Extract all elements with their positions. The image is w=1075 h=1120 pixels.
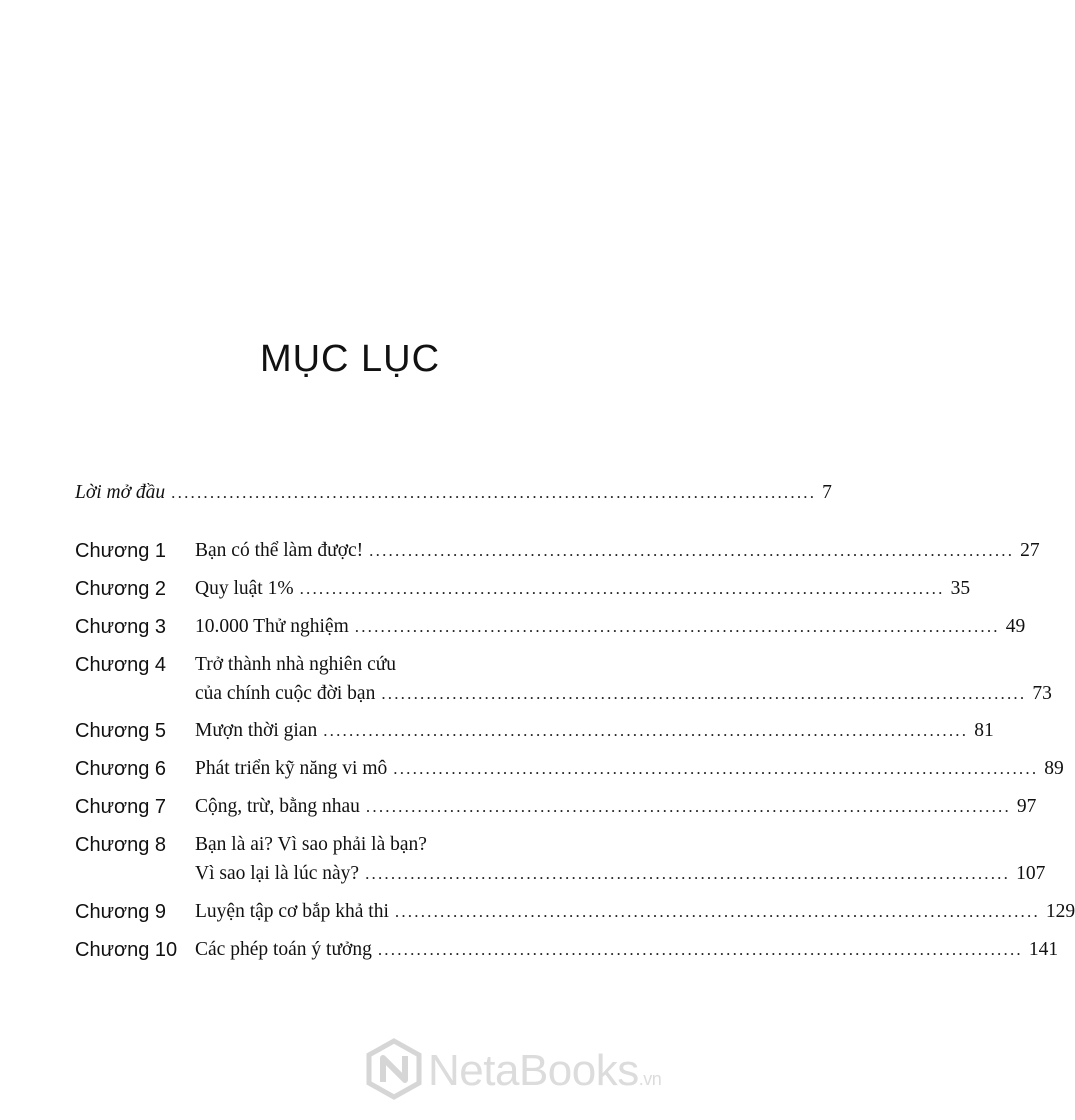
chapter-label: Chương 5 — [75, 720, 166, 742]
chapter-title-line: Phát triển kỹ năng vi mô — [195, 758, 388, 779]
chapter-title-line: của chính cuộc đời bạn — [195, 683, 376, 704]
dot-leader: .................................................................................................... — [365, 797, 1011, 816]
chapter-title-line: 10.000 Thử nghiệm — [195, 616, 349, 637]
dot-leader: .................................................................................................... — [393, 759, 1039, 778]
watermark-text — [428, 1046, 661, 1096]
watermark-suffix: .vn — [638, 1069, 662, 1089]
chapter-label: Chương 9 — [75, 901, 166, 923]
chapter-label: Chương 2 — [75, 578, 166, 600]
dot-leader: .................................................................................................... — [381, 684, 1027, 703]
chapter-label: Chương 4 — [75, 654, 166, 676]
dot-leader: .................................................................................................... — [394, 902, 1040, 921]
page-number: 129 — [1045, 901, 1075, 922]
intro-label: Lời mở đầu — [75, 482, 166, 503]
netabooks-logo-icon — [365, 1038, 423, 1100]
dot-leader: .................................................................................................... — [299, 579, 945, 598]
chapter-title-line: Bạn là ai? Vì sao phải là bạn? — [195, 834, 427, 855]
page-number: 73 — [1032, 683, 1052, 704]
chapter-title-line: Các phép toán ý tưởng — [195, 939, 372, 960]
chapter-label: Chương 7 — [75, 796, 166, 818]
dot-leader: .................................................................................................... — [365, 864, 1011, 883]
chapter-title-line: Trở thành nhà nghiên cứu — [195, 654, 397, 675]
chapter-title-line: Cộng, trừ, bằng nhau — [195, 796, 360, 817]
dot-leader: .................................................................................................... — [369, 541, 1015, 560]
watermark-brand: NetaBooks — [428, 1046, 639, 1095]
chapter-label: Chương 6 — [75, 758, 166, 780]
page-number: 49 — [1005, 616, 1026, 637]
page-number: 27 — [1020, 540, 1040, 561]
chapter-label: Chương 1 — [75, 540, 166, 562]
page-number: 97 — [1016, 796, 1037, 817]
chapter-label: Chương 10 — [75, 939, 178, 961]
dot-leader: .................................................................................................... — [354, 617, 1000, 636]
page-number: 35 — [950, 578, 971, 599]
dot-leader: .................................................................................................... — [377, 940, 1023, 959]
chapter-title-line: Quy luật 1% — [195, 578, 294, 599]
chapter-label: Chương 8 — [75, 834, 166, 856]
page-number: 141 — [1028, 939, 1059, 960]
dot-leader: .................................................................................................... — [171, 483, 817, 502]
netabooks-watermark — [365, 1038, 695, 1108]
page-number: 81 — [974, 720, 994, 741]
chapter-title-line: Vì sao lại là lúc này? — [195, 863, 360, 884]
page-number: 107 — [1016, 863, 1046, 884]
chapter-title-line: Luyện tập cơ bắp khả thi — [195, 901, 389, 922]
page-title: MỤC LỤC — [259, 338, 441, 380]
chapter-label: Chương 3 — [75, 616, 166, 638]
chapter-title-line: Bạn có thể làm được! — [195, 540, 364, 561]
chapter-title-line: Mượn thời gian — [195, 720, 318, 741]
page-number: 7 — [822, 482, 832, 503]
dot-leader: .................................................................................................... — [323, 721, 969, 740]
page-number: 89 — [1044, 758, 1064, 779]
